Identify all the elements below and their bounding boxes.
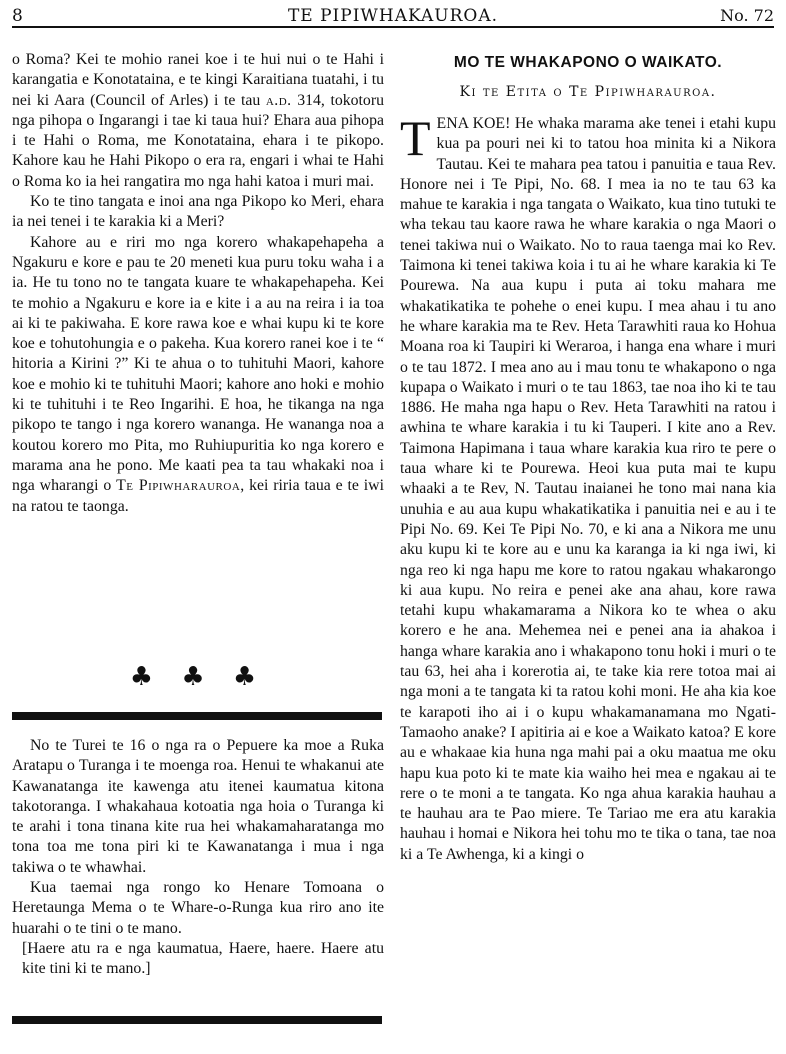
paragraph-ngakuru bbox=[12, 233, 384, 517]
era-abbrev: a.d. bbox=[265, 91, 292, 109]
paragraph-roma-text-b: 314, tokotoru nga pihopa o Ingarangi i tae ki taua hui? Ehara aua pihopa i te Hahi o Roma, me Konotataina, ehara i te pikopo. Kahore kau he Hahi Pikopo o era ra, engari i whai te Hahi o Roma ko ia hei rangatira mo nga hahi katoa i muri mai. bbox=[12, 91, 384, 190]
paragraph-ruka-aratapu: No te Turei te 16 o nga ra o Pepuere ka moe a Ruka Aratapu o Turanga i te moenga roa. Henui te whakanui ate Kawanatanga ite kawenga atu itenei kaumatua kitona takotoranga. I whakahaua kotoatia nga hoia o Turanga ki te arahi i tona tinana kite rua hei whakamaharatanga mo tona toa me tona piri ki te Kawanatanga i mua i nga takiwa o te whawhai. bbox=[12, 737, 384, 876]
paragraph-ngakuru-text-a: Kahore au e riri mo nga korero whakapehapeha a Ngakuru e kore e pau te 20 meneti kua puru toku waha i a ia. He tu tono no te tangata kuare te whakapehapeha. Kei te mohio a Ngakuru e kore ia e kite i a au na reira i ia toa ai ki te pakiwaha. E kore rawa koe e whai kupu ki te kore koe e tohutohungia e o pakeha. Kua korero ranei koe i te “ hitoria a Kirini ?” Ki te ahua o to tuhituhi Maori, kahore koe e mohio ki te tuhituhi Maori; kahore ano hoki e mohio ki te tuhituhi i te Reo Ingarihi. E hoa, he tikanga na nga pikopo te tango i nga korero wananga. He wananga noa a koutou korero mo Pita, mo Ruhiupuritia ko nga korero e marama ana he pono. Me kaati pea ta tau whakaki noa i nga wharangi o bbox=[12, 233, 384, 495]
paragraph-henare-tomoana: Kua taemai nga rongo ko Henare Tomoana o Heretaunga Mema o te Whare-o-Runga kua riro ano ite huarahi o te tini o te mano. bbox=[12, 879, 384, 937]
section-rule-top bbox=[12, 712, 382, 720]
publication-name-smallcaps: Te Pipiwharauroa bbox=[116, 477, 241, 495]
page-number: 8 bbox=[12, 6, 23, 26]
page-header bbox=[12, 4, 774, 26]
paragraph-roma bbox=[12, 50, 384, 192]
right-column bbox=[400, 48, 776, 865]
article-byline: Ki te Etita o Te Pipiwharauroa. bbox=[459, 84, 717, 100]
section-rule-bottom bbox=[12, 1016, 382, 1024]
paragraph-ngakuru-text-b: , kei riria taua e te iwi na ratou te taonga. bbox=[12, 477, 384, 515]
paragraph-farewell: [Haere atu ra e nga kaumatua, Haere, haere. Haere atu kite tini ki te mano.] bbox=[22, 939, 384, 978]
paragraph-roma-text-a: o Roma? Kei te mohio ranei koe i te hui nui o te Hahi i karangatia e Konotataina, e te kingi Karaitiana tuatahi, i tu nei ki Aara (Council of Arles) i te tau bbox=[12, 51, 384, 109]
article-body-text: ENA KOE! He whaka marama ake tenei i etahi kupu kua pa pouri nei ki to tatou hoa minita ki a Nikora Tautau. Kei te mahara pea tatou i panuitia e taua Rev. Honore nei i Te Pipi, No. 68. I mea ia no te tau 63 ka mahue te karakia i nga tangata o Waikato, kua tino tutuki te wha tekau tau kaore rawa he whare karakia o nga Maori o tenei takiwa nui o Waikato. No to raua taenga mai ko Rev. Taimona ki tenei takiwa koia i tu ai he whare karakia ki Te Pourewa. Na aua kupu i puta ai toku mahara me whakatikatika te pohehe o enei kupu. I mea ahau i tu ano he whare karakia ma te Rev. Heta Tarawhiti raua ko Hohua Moana roa ki Taupiri ki Weraroa, i hanga ena whare i muri o te tau 1872. I mea ano au i mau tonu te whakapono o nga kupapa o Waikato i muri o te tau 1863, tae noa iho ki te tau 1886. He maha nga hapu o Rev. Heta Tarawhiti na ratou i awhina te whare karakia i tu ki Tauperi. I kite ano a Rev. Taimona Hapimana i taua whare karakia kua riro te pere o taua whare ki te Pourewa. Heoi kua puta mai te kupu whaaki a te Rev, N. Tautau inaianei he tono mai nana kia unuhia e au aua kupu whakatikatika i panuitia nei e au i te Pipi No. 69. Kei Te Pipi No. 70, e ki ana a Nikora me unu aku kupu ki te kore au e unu ka karanga ia ki nga iwi, ki nga reo ki nga hapu me kore to ratou ngakau whakarongo ki aua kupu. No reira e penei ake ana ahau, kore rawa tetahi kupu whakamarama a Nikora ko te whea o aku korero e he ana. Mehemea nei e penei ana ia ahakoa i hanga whare karakia ano i whakapono tonu hoki i muri o te tau 63, hei aha i korerotia ai, te take kia rere totoa mai ai nga moni a te tangata ki ta ratou kohi moni. He aha kia koe te karapoti iho ai i o kupu whakamanamana mo Ngati-Tamaoho anake? I apitiria ai e koe a Waikato katoa? E kore au e whakaae kia huna nga mahi pai a oku maatua me oku hapu kua poto ki te mate kia waiho hei mea e ngakau ai te rere o te moni a te tangata. Ko nga ahua karakia hauhau a te hauhau ara te Pao miere. Te Tariao me era atu karakia hauhau i homai e Nikora hei tohu mo te tika o tana, tae noa ki a Te Awhenga, ki a kingi o bbox=[400, 115, 776, 863]
drop-cap: T bbox=[400, 110, 431, 166]
article-title: MO TE WHAKAPONO O WAIKATO. bbox=[453, 54, 723, 71]
left-column-lower bbox=[12, 736, 384, 980]
issue-number: No. 72 bbox=[720, 6, 774, 25]
publication-title: TE PIPIWHAKAUROA. bbox=[287, 6, 499, 26]
header-rule bbox=[12, 26, 774, 28]
article-body bbox=[400, 110, 776, 865]
paragraph-meri: Ko te tino tangata e inoi ana nga Pikopo ko Meri, ehara ia nei tenei i te karakia ki a Meri? bbox=[12, 193, 384, 231]
left-column bbox=[12, 50, 384, 517]
clover-ornament: ♣ ♣ ♣ bbox=[129, 662, 267, 692]
